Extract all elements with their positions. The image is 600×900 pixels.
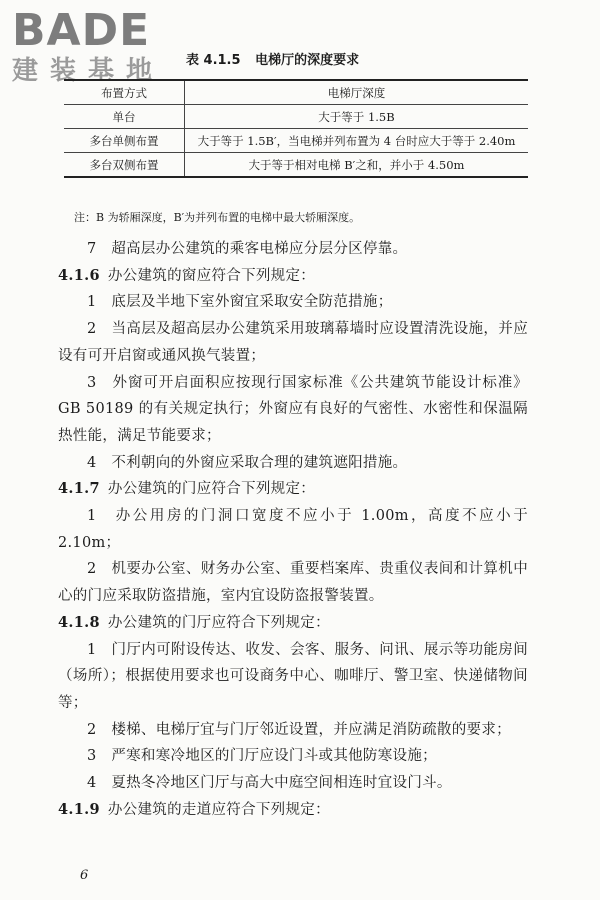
paragraph: 4 不利朝向的外窗应采取合理的建筑遮阳措施。 bbox=[87, 454, 408, 471]
paragraph: 1 办公用房的门洞口宽度不应小于 1.00m，高度不应小于 2.10m； bbox=[58, 508, 528, 551]
paragraph: 2 机要办公室、财务办公室、重要档案库、贵重仪表间和计算机中心的门应采取防盗措施，室内宜设防盗报警装置。 bbox=[58, 561, 528, 605]
table-header-cell: 电梯厅深度 bbox=[185, 80, 529, 105]
paragraph: 1 门厅内可附设传达、收发、会客、服务、问讯、展示等功能房间（场所）；根据使用要求也可设商务中心、咖啡厅、警卫室、快递储物间等； bbox=[58, 641, 528, 711]
paragraph: 2 楼梯、电梯厅宜与门厅邻近设置，并应满足消防疏散的要求； bbox=[87, 721, 511, 738]
paragraph: 7 超高层办公建筑的乘客电梯应分层分区停靠。 bbox=[87, 241, 408, 257]
clause-number: 4.1.8 bbox=[58, 613, 100, 631]
paragraph: 4 夏热冬冷地区门厅与高大中庭空间相连时宜设门斗。 bbox=[87, 775, 452, 792]
document-body bbox=[58, 236, 528, 823]
clause-text: 办公建筑的门应符合下列规定： bbox=[107, 481, 316, 498]
table-header-cell: 布置方式 bbox=[64, 80, 185, 105]
clause-heading bbox=[58, 263, 528, 290]
elevator-hall-depth-table bbox=[64, 79, 528, 178]
clause-number: 4.1.9 bbox=[58, 800, 100, 818]
clause-heading bbox=[58, 476, 528, 503]
clause-heading bbox=[58, 610, 528, 637]
table-header-row bbox=[64, 80, 528, 105]
paragraph: 1 底层及半地下室外窗宜采取安全防范措施； bbox=[87, 294, 393, 311]
clause-heading bbox=[58, 797, 528, 824]
page-number: 6 bbox=[80, 868, 89, 883]
table-row bbox=[64, 129, 528, 153]
table-cell: 大于等于 1.5B′，当电梯并列布置为 4 台时应大于等于 2.40m bbox=[185, 129, 529, 153]
clause-number: 4.1.6 bbox=[58, 266, 100, 284]
paragraph: 2 当高层及超高层办公建筑采用玻璃幕墙时应设置清洗设施，并应设有可开启窗或通风换气装置； bbox=[58, 321, 528, 364]
clause-text: 办公建筑的门厅应符合下列规定： bbox=[107, 614, 330, 631]
watermark-logo bbox=[12, 5, 178, 86]
table-cell: 单台 bbox=[64, 105, 185, 129]
paragraph: 3 严寒和寒冷地区的门厅应设门斗或其他防寒设施； bbox=[87, 748, 437, 765]
table-caption-title: 电梯厅的深度要求 bbox=[255, 53, 360, 68]
table-cell: 大于等于相对电梯 B′之和，并小于 4.50m bbox=[185, 153, 529, 178]
clause-number: 4.1.7 bbox=[58, 480, 100, 498]
table-cell: 大于等于 1.5B bbox=[185, 105, 529, 129]
table-cell: 多台双侧布置 bbox=[64, 153, 185, 178]
table-note: 注：B 为轿厢深度，B′为并列布置的电梯中最大轿厢深度。 bbox=[74, 211, 361, 224]
table-caption-number: 表 4.1.5 bbox=[186, 53, 241, 68]
clause-text: 办公建筑的窗应符合下列规定： bbox=[107, 267, 316, 284]
logo-wordmark: BADE bbox=[12, 5, 151, 56]
clause-text: 办公建筑的走道应符合下列规定： bbox=[107, 801, 330, 818]
table-row bbox=[64, 105, 528, 129]
table-cell: 多台单侧布置 bbox=[64, 129, 185, 153]
table-row bbox=[64, 153, 528, 178]
table-caption bbox=[186, 49, 359, 68]
paragraph: 3 外窗可开启面积应按现行国家标准《公共建筑节能设计标准》GB 50189 的有关规定执行；外窗应有良好的气密性、水密性和保温隔热性能，满足节能要求； bbox=[58, 374, 528, 444]
logo-subtitle: 建装基地 bbox=[12, 56, 165, 86]
